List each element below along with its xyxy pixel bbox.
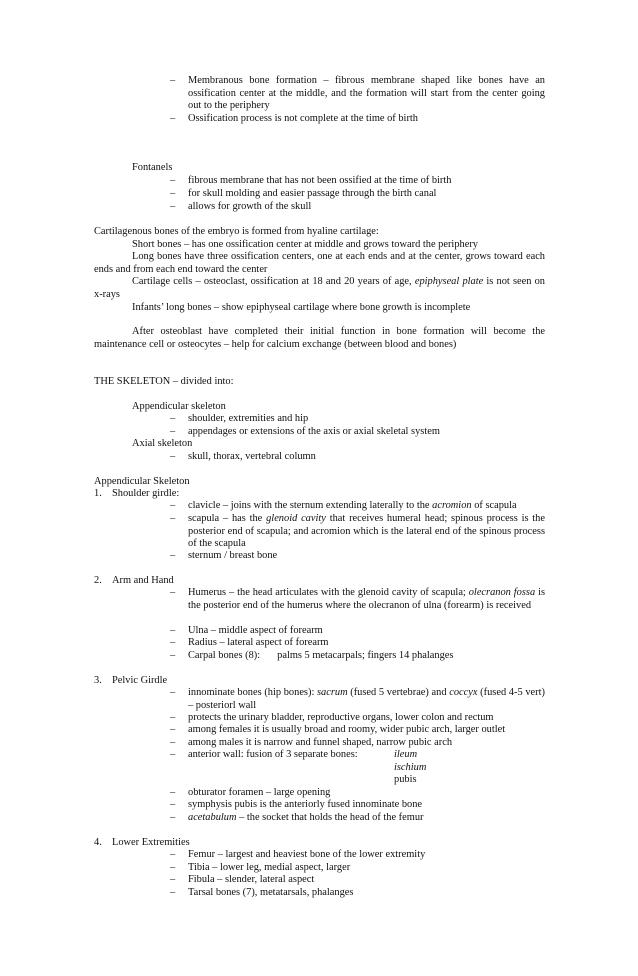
bullet-text: among males it is narrow and funnel shaped, narrow pubic arch [188, 737, 453, 748]
cells-text-post: is not seen on x-rays [94, 276, 546, 300]
dash-marker: – [170, 75, 176, 86]
appendicular-skeleton-label: Appendicular skeleton [132, 401, 226, 412]
scapula-post: that receives humeral head; spinous process is the posterior end of scapula; and acromion which is the lateral end of the spinous process of the scapula [188, 513, 545, 550]
bullet-text: obturator foramen – large opening [188, 787, 331, 798]
acetabulum-term: acetabulum [188, 812, 237, 823]
humerus-pre: Humerus – the head articulates with the glenoid cavity of scapula; [188, 587, 466, 598]
bullet-text: for skull molding and easier passage through the birth canal [188, 188, 437, 199]
cells-text-pre: Cartilage cells – osteoclast, ossification at 18 and 20 years of age, [132, 276, 412, 287]
bullet-text: Femur – largest and heaviest bone of the lower extremity [188, 849, 426, 860]
cartilage-cells-text [94, 276, 545, 301]
ileum-label: ileum [394, 749, 418, 760]
dash-marker: – [170, 513, 176, 524]
bullet-text: Ossification process is not complete at the time of birth [188, 113, 418, 124]
bullet-text [188, 687, 545, 712]
bullet-text: symphysis pubis is the anteriorly fused innominate bone [188, 799, 423, 810]
bullet-text: Tibia – lower leg, medial aspect, larger [188, 862, 351, 873]
acetabulum-post: – the socket that holds the head of the femur [239, 812, 424, 823]
clavicle-post: of scapula [474, 500, 517, 511]
fontanels-heading: Fontanels [132, 162, 173, 173]
bullet-text: shoulder, extremities and hip [188, 413, 309, 424]
dash-marker: – [170, 113, 176, 124]
dash-marker: – [170, 799, 176, 810]
dash-marker: – [170, 637, 176, 648]
dash-marker: – [170, 712, 176, 723]
long-bones-text: Long bones have three ossification centers, one at each ends and at the center, grows toward each ends and from each end toward the center [94, 251, 545, 275]
bullet-text [188, 500, 545, 513]
ischium-label: ischium [394, 762, 427, 773]
list-number: 4. [94, 837, 102, 848]
dash-marker: – [170, 550, 176, 561]
skeleton-heading: THE SKELETON – divided into: [94, 376, 234, 387]
coccyx-term: coccyx [449, 687, 478, 698]
dash-marker: – [170, 874, 176, 885]
glenoid-cavity-term: glenoid cavity [266, 513, 326, 524]
list-label: Lower Extremities [112, 837, 190, 848]
bullet-text [188, 812, 545, 825]
scapula-pre: scapula – has the [188, 513, 263, 524]
olecranon-fossa-term: olecranon fossa [468, 587, 536, 598]
bullet-text [188, 650, 545, 663]
epiphyseal-plate-term: epiphyseal plate [414, 276, 484, 287]
dash-marker: – [170, 737, 176, 748]
bullet-text [188, 513, 545, 551]
dash-marker: – [170, 587, 176, 598]
axial-skeleton-label: Axial skeleton [132, 438, 193, 449]
list-number: 2. [94, 575, 102, 586]
appendicular-heading: Appendicular Skeleton [94, 476, 190, 487]
dash-marker: – [170, 426, 176, 437]
infants-text: Infants’ long bones – show epiphyseal cartilage where bone growth is incomplete [132, 302, 471, 313]
bullet-text: skull, thorax, vertebral column [188, 451, 316, 462]
list-label: Shoulder girdle: [112, 488, 180, 499]
bullet-text: Radius – lateral aspect of forearm [188, 637, 329, 648]
bullet-text: sternum / breast bone [188, 550, 278, 561]
bullet-text: protects the urinary bladder, reproductive organs, lower colon and rectum [188, 712, 494, 723]
list-number: 3. [94, 675, 102, 686]
carpal-rest: palms 5 metacarpals; fingers 14 phalanges [277, 650, 454, 661]
pubis-label: pubis [394, 774, 417, 785]
dash-marker: – [170, 175, 176, 186]
list-number: 1. [94, 488, 102, 499]
clavicle-pre: clavicle – joins with the sternum extending laterally to the [188, 500, 430, 511]
dash-marker: – [170, 812, 176, 823]
osteoblast-paragraph: After osteoblast have completed their initial function in bone formation will become the maintenance cell or osteocytes – help for calcium exchange (between blood and bones) [94, 326, 545, 350]
innominate-pre: innominate bones (hip bones): [188, 687, 315, 698]
list-label: Arm and Hand [112, 575, 174, 586]
dash-marker: – [170, 787, 176, 798]
dash-marker: – [170, 749, 176, 760]
dash-marker: – [170, 201, 176, 212]
bullet-text: Membranous bone formation – fibrous membrane shaped like bones have an ossification center at the middle, and the formation will start from the center going out to the periphery [188, 75, 545, 112]
dash-marker: – [170, 724, 176, 735]
bullet-text: Tarsal bones (7), metatarsals, phalanges [188, 887, 354, 898]
bullet-text: among females it is usually broad and roomy, wider pubic arch, larger outlet [188, 724, 506, 735]
short-bones-text: Short bones – has one ossification center at middle and grows toward the periphery [132, 239, 478, 250]
humerus-post: is the posterior end of the humerus where the olecranon of ulna (forearm) is received [188, 587, 545, 611]
carpal-label: Carpal bones (8): [188, 650, 261, 661]
sacrum-term: sacrum [317, 687, 348, 698]
list-label: Pelvic Girdle [112, 675, 168, 686]
cartilage-heading: Cartilagenous bones of the embryo is formed from hyaline cartilage: [94, 226, 379, 237]
bullet-text: allows for growth of the skull [188, 201, 312, 212]
bullet-text: appendages or extensions of the axis or axial skeletal system [188, 426, 440, 437]
dash-marker: – [170, 500, 176, 511]
dash-marker: – [170, 862, 176, 873]
dash-marker: – [170, 887, 176, 898]
bullet-text: fibrous membrane that has not been ossified at the time of birth [188, 175, 452, 186]
bullet-text: Fibula – slender, lateral aspect [188, 874, 315, 885]
dash-marker: – [170, 687, 176, 698]
dash-marker: – [170, 451, 176, 462]
bullet-text: Ulna – middle aspect of forearm [188, 625, 323, 636]
innominate-post: (fused 4-5 vert) – posteriorl wall [188, 687, 545, 711]
dash-marker: – [170, 625, 176, 636]
dash-marker: – [170, 188, 176, 199]
bullet-text: anterior wall: fusion of 3 separate bones: [188, 749, 358, 760]
acromion-term: acromion [432, 500, 472, 511]
dash-marker: – [170, 650, 176, 661]
dash-marker: – [170, 849, 176, 860]
dash-marker: – [170, 413, 176, 424]
innominate-mid: (fused 5 vertebrae) and [350, 687, 447, 698]
bullet-text [188, 587, 545, 612]
